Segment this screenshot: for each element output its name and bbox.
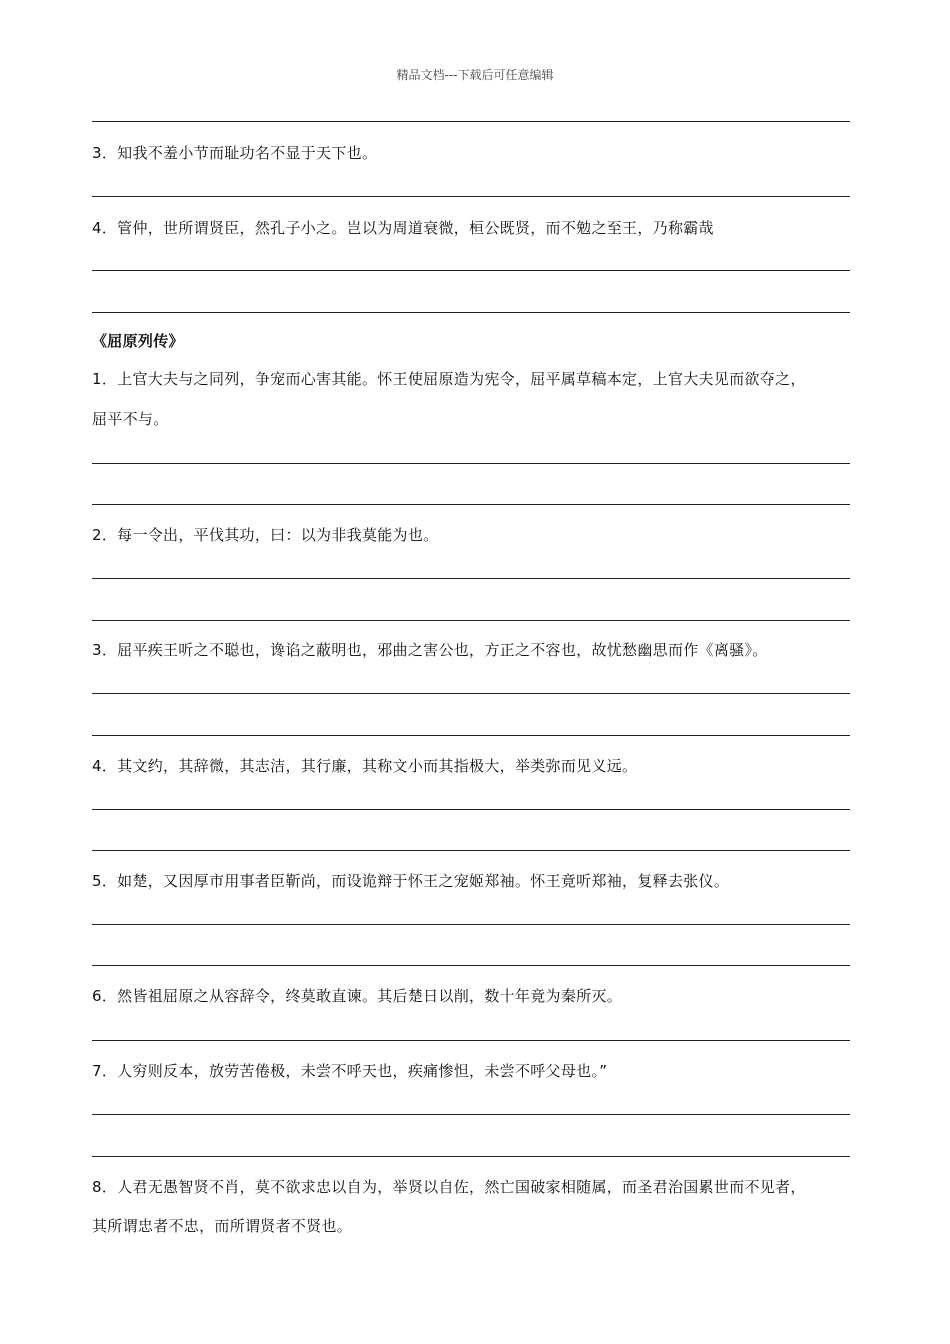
answer-line <box>92 1040 850 1041</box>
answer-line <box>92 924 850 925</box>
question-6: 6．然皆祖屈原之从容辞令，终莫敢直谏。其后楚日以削，数十年竟为秦所灭。 <box>92 987 623 1005</box>
answer-line <box>92 312 850 313</box>
answer-line <box>92 693 850 694</box>
answer-line <box>92 809 850 810</box>
answer-line <box>92 620 850 621</box>
question-4: 4．管仲，世所谓贤臣，然孔子小之。岂以为周道衰微，桓公既贤，而不勉之至王，乃称霸哉 <box>92 219 714 237</box>
question-1-line-1: 1．上官大夫与之同列，争宠而心害其能。怀王使屈原造为宪令，屈平属草稿本定，上官大夫见而欲夺之， <box>92 370 806 388</box>
question-3: 3．知我不羞小节而耻功名不显于天下也。 <box>92 144 378 162</box>
page-header: 精品文档---下载后可任意编辑 <box>396 68 554 82</box>
answer-line <box>92 735 850 736</box>
answer-line <box>92 196 850 197</box>
answer-line <box>92 504 850 505</box>
question-8-line-1: 8．人君无愚智贤不肖，莫不欲求忠以自为，举贤以自佐，然亡国破家相随属，而圣君治国累世而不见者， <box>92 1178 806 1196</box>
question-4: 4．其文约，其辞微，其志洁，其行廉，其称文小而其指极大，举类弥而见义远。 <box>92 757 638 775</box>
answer-line <box>92 121 850 122</box>
answer-line <box>92 463 850 464</box>
question-5: 5．如楚，又因厚市用事者臣靳尚，而设诡辩于怀王之宠姬郑袖。怀王竟听郑袖，复释去张仪。 <box>92 872 730 890</box>
question-8-line-2: 其所谓忠者不忠，而所谓贤者不贤也。 <box>92 1217 353 1235</box>
answer-line <box>92 965 850 966</box>
answer-line <box>92 850 850 851</box>
answer-line <box>92 270 850 271</box>
question-1-line-2: 屈平不与。 <box>92 410 169 428</box>
answer-line <box>92 1114 850 1115</box>
answer-line <box>92 1156 850 1157</box>
question-2: 2．每一令出，平伐其功，曰：以为非我莫能为也。 <box>92 526 439 544</box>
question-3: 3．屈平疾王听之不聪也，谗谄之蔽明也，邪曲之害公也，方正之不容也，故忧愁幽思而作《离骚》。 <box>92 641 768 659</box>
question-7: 7．人穷则反本，放劳苦倦极，未尝不呼天也，疾痛惨怛，未尝不呼父母也。” <box>92 1062 608 1080</box>
answer-line <box>92 578 850 579</box>
section-title: 《屈原列传》 <box>92 332 184 350</box>
